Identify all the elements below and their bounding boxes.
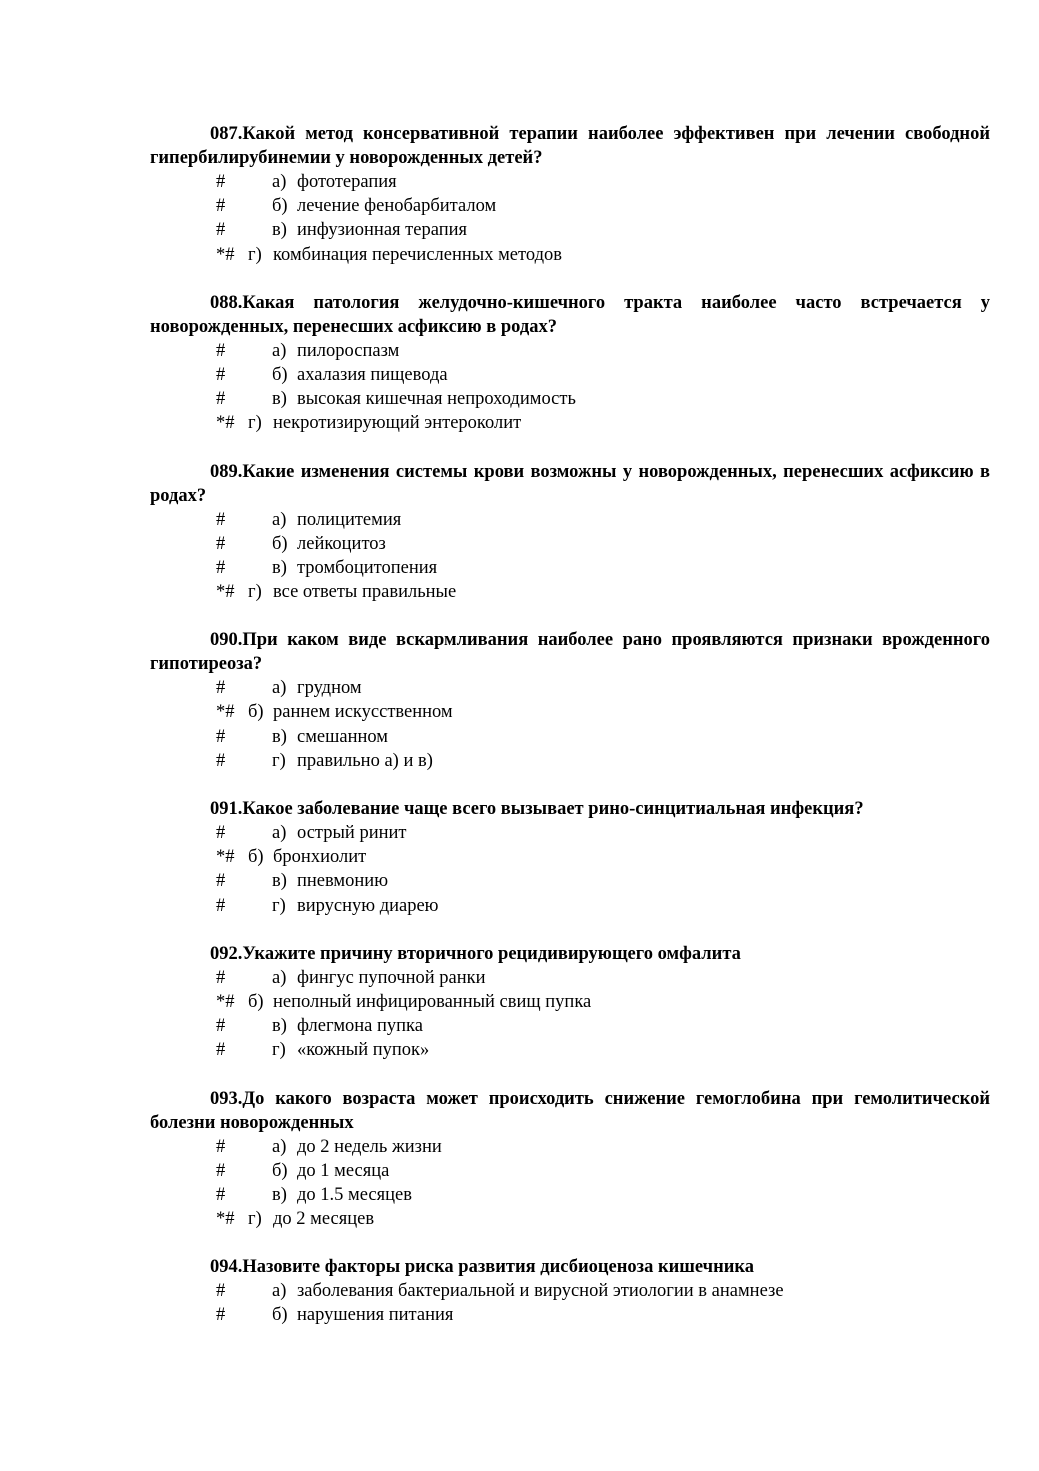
answer-letter: в)	[272, 1016, 287, 1037]
answer-option-correct	[150, 700, 990, 724]
answer-text: смешанном	[297, 726, 388, 747]
answer-marker: #	[216, 1305, 226, 1326]
answer-text: ахалазия пищевода	[297, 364, 448, 385]
answer-marker: #	[216, 871, 226, 892]
answer-letter: а)	[272, 1136, 287, 1157]
answer-list	[150, 508, 990, 605]
answer-option-correct	[150, 845, 990, 869]
answer-letter: а)	[272, 172, 287, 192]
answer-marker: #	[216, 172, 226, 192]
answer-text: некротизирующий энтероколит	[273, 413, 522, 434]
answer-text: неполный инфицированный свищ пупка	[273, 991, 592, 1012]
answer-list	[150, 1135, 990, 1232]
answer-option	[150, 676, 990, 700]
answer-text: фототерапия	[297, 172, 397, 192]
answer-text: «кожный пупок»	[297, 1040, 430, 1061]
answer-letter: в)	[272, 557, 287, 578]
answer-text: до 1.5 месяцев	[297, 1184, 412, 1205]
answer-letter: г)	[272, 1040, 286, 1061]
answer-marker: #	[216, 557, 226, 578]
answer-list	[150, 966, 990, 1063]
question-text: 094.Назовите факторы риска развития дисбиоценоза кишечника	[210, 1257, 755, 1278]
answer-option-correct	[150, 411, 990, 435]
answer-letter: б)	[248, 847, 264, 868]
answer-option-correct	[150, 243, 990, 267]
document-page	[150, 122, 990, 1352]
answer-option	[150, 725, 990, 749]
answer-text: полицитемия	[297, 509, 402, 530]
question-094	[150, 1255, 990, 1327]
answer-option	[150, 966, 990, 990]
answer-text: пневмонию	[297, 871, 389, 892]
answer-option	[150, 556, 990, 580]
answer-marker: *#	[216, 991, 235, 1012]
answer-marker: #	[216, 533, 226, 554]
answer-option	[150, 508, 990, 532]
answer-text: грудном	[297, 678, 362, 699]
question-087	[150, 122, 990, 267]
answer-option	[150, 1279, 990, 1303]
answer-letter: а)	[272, 678, 287, 699]
answer-option-correct	[150, 1207, 990, 1231]
answer-marker: #	[216, 340, 226, 361]
answer-letter: б)	[272, 364, 288, 385]
answer-list	[150, 339, 990, 436]
answer-marker: #	[216, 895, 226, 916]
answer-marker: #	[216, 823, 226, 843]
answer-option	[150, 869, 990, 893]
answer-letter: в)	[272, 871, 287, 892]
answer-text: бронхиолит	[273, 847, 367, 868]
answer-marker: #	[216, 750, 226, 771]
answer-option	[150, 1014, 990, 1038]
answer-marker: #	[216, 196, 226, 217]
question-092	[150, 942, 990, 1063]
answer-text: фингус пупочной ранки	[297, 967, 486, 988]
answer-letter: г)	[272, 750, 286, 771]
answer-marker: #	[216, 726, 226, 747]
answer-text: комбинация перечисленных методов	[273, 244, 562, 265]
answer-marker: #	[216, 1184, 226, 1205]
answer-option	[150, 894, 990, 918]
answer-marker: #	[216, 967, 226, 988]
answer-option	[150, 218, 990, 242]
answer-option	[150, 1303, 990, 1327]
question-text: 092.Укажите причину вторичного рецидивирующего омфалита	[210, 943, 741, 964]
answer-option	[150, 1159, 990, 1183]
answer-marker: #	[216, 389, 226, 410]
answer-option	[150, 1183, 990, 1207]
answer-text: правильно а) и в)	[297, 750, 433, 771]
answer-option	[150, 339, 990, 363]
answer-marker: *#	[216, 413, 235, 434]
answer-letter: в)	[272, 1184, 287, 1205]
answer-letter: в)	[272, 726, 287, 747]
answer-text: лечение фенобарбиталом	[297, 196, 497, 217]
answer-text: раннем искусственном	[273, 702, 453, 723]
answer-text: все ответы правильные	[273, 582, 457, 603]
answer-letter: г)	[272, 895, 286, 916]
answer-marker: *#	[216, 582, 235, 603]
answer-text: лейкоцитоз	[297, 533, 386, 554]
answer-option	[150, 821, 990, 845]
answer-letter: а)	[272, 1281, 287, 1302]
question-089	[150, 460, 990, 605]
answer-option	[150, 363, 990, 387]
answer-letter: б)	[272, 1160, 288, 1181]
answer-text: флегмона пупка	[297, 1016, 423, 1037]
answer-marker: #	[216, 1040, 226, 1061]
answer-option	[150, 532, 990, 556]
answer-option-correct	[150, 990, 990, 1014]
answer-letter: б)	[248, 702, 264, 723]
question-text: 093.До какого возраста может происходить снижение гемоглобина при гемолитической болезни новорожденных	[150, 1088, 990, 1133]
answer-letter: г)	[248, 244, 262, 265]
answer-letter: б)	[272, 533, 288, 554]
answer-list	[150, 170, 990, 267]
answer-letter: а)	[272, 340, 287, 361]
question-text: 090.При каком виде вскармливания наиболее рано проявляются признаки врожденного гипотиреоза?	[150, 630, 990, 675]
answer-letter: б)	[248, 991, 264, 1012]
answer-text: тромбоцитопения	[297, 557, 438, 578]
answer-letter: г)	[248, 582, 262, 603]
answer-text: пилороспазм	[297, 340, 400, 361]
answer-marker: #	[216, 1016, 226, 1037]
answer-letter: б)	[272, 1305, 288, 1326]
answer-text: острый ринит	[297, 823, 407, 843]
answer-letter: в)	[272, 220, 287, 241]
answer-text: вирусную диарею	[297, 895, 439, 916]
answer-letter: в)	[272, 389, 287, 410]
answer-letter: а)	[272, 823, 287, 843]
answer-list	[150, 821, 990, 918]
answer-option	[150, 1135, 990, 1159]
answer-option	[150, 194, 990, 218]
question-text: 088.Какая патология желудочно-кишечного тракта наиболее часто встречается у новорожденных, перенесших асфиксию в родах?	[150, 292, 990, 337]
answer-marker: #	[216, 1160, 226, 1181]
answer-option	[150, 387, 990, 411]
answer-option	[150, 749, 990, 773]
answer-letter: б)	[272, 196, 288, 217]
answer-marker: #	[216, 509, 226, 530]
answer-letter: г)	[248, 1209, 262, 1230]
answer-marker: #	[216, 1136, 226, 1157]
answer-letter: а)	[272, 509, 287, 530]
answer-option-correct	[150, 580, 990, 604]
answer-list	[150, 676, 990, 773]
question-093	[150, 1087, 990, 1232]
answer-marker: #	[216, 1281, 226, 1302]
question-text: 091.Какое заболевание чаще всего вызывает рино-синцитиальная инфекция?	[210, 799, 864, 819]
answer-text: высокая кишечная непроходимость	[297, 389, 576, 410]
question-090	[150, 628, 990, 773]
answer-marker: #	[216, 220, 226, 241]
answer-text: нарушения питания	[297, 1305, 454, 1326]
question-088	[150, 291, 990, 436]
answer-text: заболевания бактериальной и вирусной этиологии в анамнезе	[297, 1281, 784, 1302]
answer-letter: г)	[248, 413, 262, 434]
answer-marker: *#	[216, 244, 235, 265]
answer-marker: #	[216, 678, 226, 699]
answer-text: до 1 месяца	[297, 1160, 390, 1181]
answer-marker: *#	[216, 702, 235, 723]
answer-marker: #	[216, 364, 226, 385]
answer-text: до 2 месяцев	[273, 1209, 375, 1230]
answer-list	[150, 1279, 990, 1327]
answer-marker: *#	[216, 847, 235, 868]
answer-option	[150, 1038, 990, 1062]
answer-marker: *#	[216, 1209, 235, 1230]
question-text: 089.Какие изменения системы крови возможны у новорожденных, перенесших асфиксию в родах?	[150, 461, 990, 506]
answer-text: инфузионная терапия	[297, 220, 468, 241]
answer-letter: а)	[272, 967, 287, 988]
answer-option	[150, 170, 990, 194]
question-text: 087.Какой метод консервативной терапии наиболее эффективен при лечении свободной гипербилирубинемии у новорожденных детей?	[150, 124, 990, 168]
answer-text: до 2 недель жизни	[297, 1136, 442, 1157]
question-091	[150, 797, 990, 918]
